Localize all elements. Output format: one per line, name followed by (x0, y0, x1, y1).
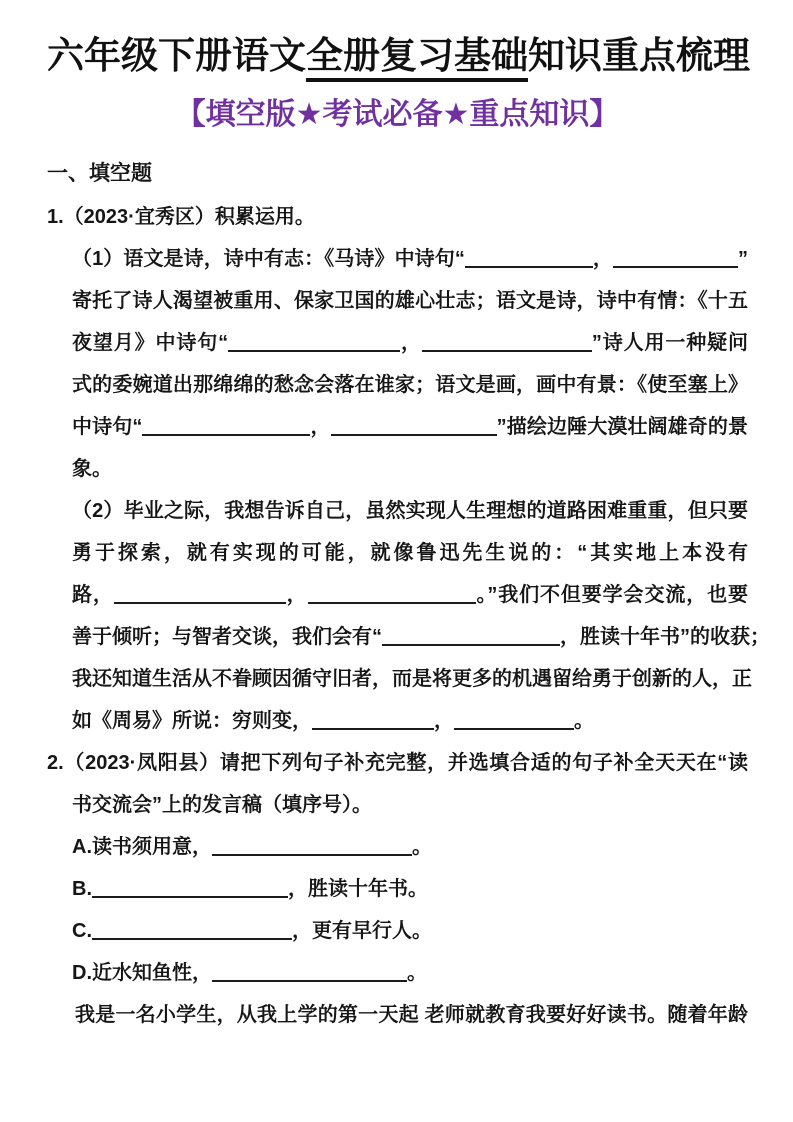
title-text-post: 知识重点梳理 (528, 35, 750, 76)
text-run: ， (400, 332, 422, 354)
text-run: A.读书须用意， (72, 836, 212, 858)
text-run: ，胜读十年书。 (288, 878, 428, 900)
text-line (47, 784, 748, 826)
text-run: 象。 (72, 458, 112, 480)
text-run: （1）语文是诗，诗中有志：《马诗》中诗句“ (72, 248, 465, 270)
text-run: （2）毕业之际，我想告诉自己，虽然实现人生理想的道路困难重重，但只要 (72, 500, 748, 522)
subtitle: 【填空版★考试必备★重点知识】 (175, 98, 620, 131)
fill-in-blank (142, 420, 310, 436)
text-line (47, 280, 748, 322)
text-run: 如《周易》所说：穷则变， (72, 710, 312, 732)
text-run: 我是一名小学生，从我上学的第一天起 老师就教育我要好好读书。随着年龄 (75, 1004, 748, 1026)
text-run: ” (738, 248, 748, 270)
text-run: 2.（2023·凤阳县）请把下列句子补充完整，并选填合适的句子补全天天在“读 (47, 752, 748, 774)
text-line (47, 364, 748, 406)
text-run: ， (310, 416, 331, 438)
fill-in-blank (92, 882, 288, 898)
text-run: 中诗句“ (72, 416, 143, 438)
text-line (47, 574, 748, 616)
fill-in-blank (422, 336, 592, 352)
fill-in-blank (331, 420, 497, 436)
text-line (47, 658, 752, 700)
text-line (47, 616, 770, 658)
fill-in-blank (465, 252, 593, 268)
text-run: 。”我们不但要学会交流，也要 (475, 584, 749, 606)
text-line (47, 448, 748, 490)
fill-in-blank (613, 252, 738, 268)
text-line (47, 406, 748, 448)
text-run: 式的委婉道出那绵绵的愁念会落在谁家；语文是画，画中有景：《使至塞上》 (72, 374, 748, 396)
text-line (47, 994, 748, 1036)
text-run: ”诗人用一种疑问 (591, 332, 748, 354)
text-run: 。 (574, 710, 594, 732)
text-line (47, 322, 748, 364)
text-line (47, 742, 748, 784)
text-run: ， (285, 584, 308, 606)
text-run: 勇于探索，就有实现的可能，就像鲁迅先生说的：“其实地上本没有 (72, 542, 748, 564)
fill-in-blank (382, 630, 560, 646)
text-run: 。 (407, 962, 427, 984)
text-run: ，更有早行人。 (292, 920, 432, 942)
text-run: D.近水知鱼性， (72, 962, 212, 984)
text-line (47, 238, 748, 280)
text-line (47, 700, 748, 742)
fill-in-blank (92, 924, 292, 940)
text-run: ”描绘边陲大漠壮阔雄奇的景 (496, 416, 749, 438)
fill-in-blank (308, 588, 476, 604)
text-line (47, 532, 748, 574)
fill-in-blank (312, 714, 434, 730)
text-run: 1.（2023·宜秀区）积累运用。 (47, 206, 315, 228)
text-run: 书交流会”上的发言稿（填序号）。 (72, 794, 372, 816)
text-run: B. (72, 878, 92, 900)
text-run: 寄托了诗人渴望被重用、保家卫国的雄心壮志；语文是诗，诗中有情：《十五 (72, 290, 748, 312)
text-line (47, 952, 748, 994)
text-line (47, 868, 748, 910)
fill-in-blank (212, 966, 407, 982)
fill-in-blank (228, 336, 400, 352)
text-run: C. (72, 920, 92, 942)
page-title (47, 30, 748, 82)
text-run: ， (592, 248, 613, 270)
fill-in-blank (212, 840, 412, 856)
text-run: 路， (72, 584, 114, 606)
fill-in-blank (454, 714, 574, 730)
text-line (47, 910, 748, 952)
title-text-pre: 六年级下册语文 (47, 35, 306, 76)
title-underlined-part: 全册复习基础 (306, 35, 528, 82)
text-run: ，胜读十年书”的收获； (560, 626, 770, 648)
text-line (47, 826, 748, 868)
text-line (47, 196, 748, 238)
text-run: ， (434, 710, 454, 732)
section-heading: 一、填空题 (47, 162, 152, 185)
lines-container (47, 196, 770, 1036)
text-line (47, 490, 748, 532)
text-run: 夜望月》中诗句“ (72, 332, 229, 354)
text-run: 我还知道生活从不眷顾因循守旧者，而是将更多的机遇留给勇于创新的人，正 (72, 668, 752, 690)
fill-in-blank (114, 588, 286, 604)
text-run: 。 (412, 836, 432, 858)
text-run: 善于倾听；与智者交谈，我们会有“ (72, 626, 382, 648)
